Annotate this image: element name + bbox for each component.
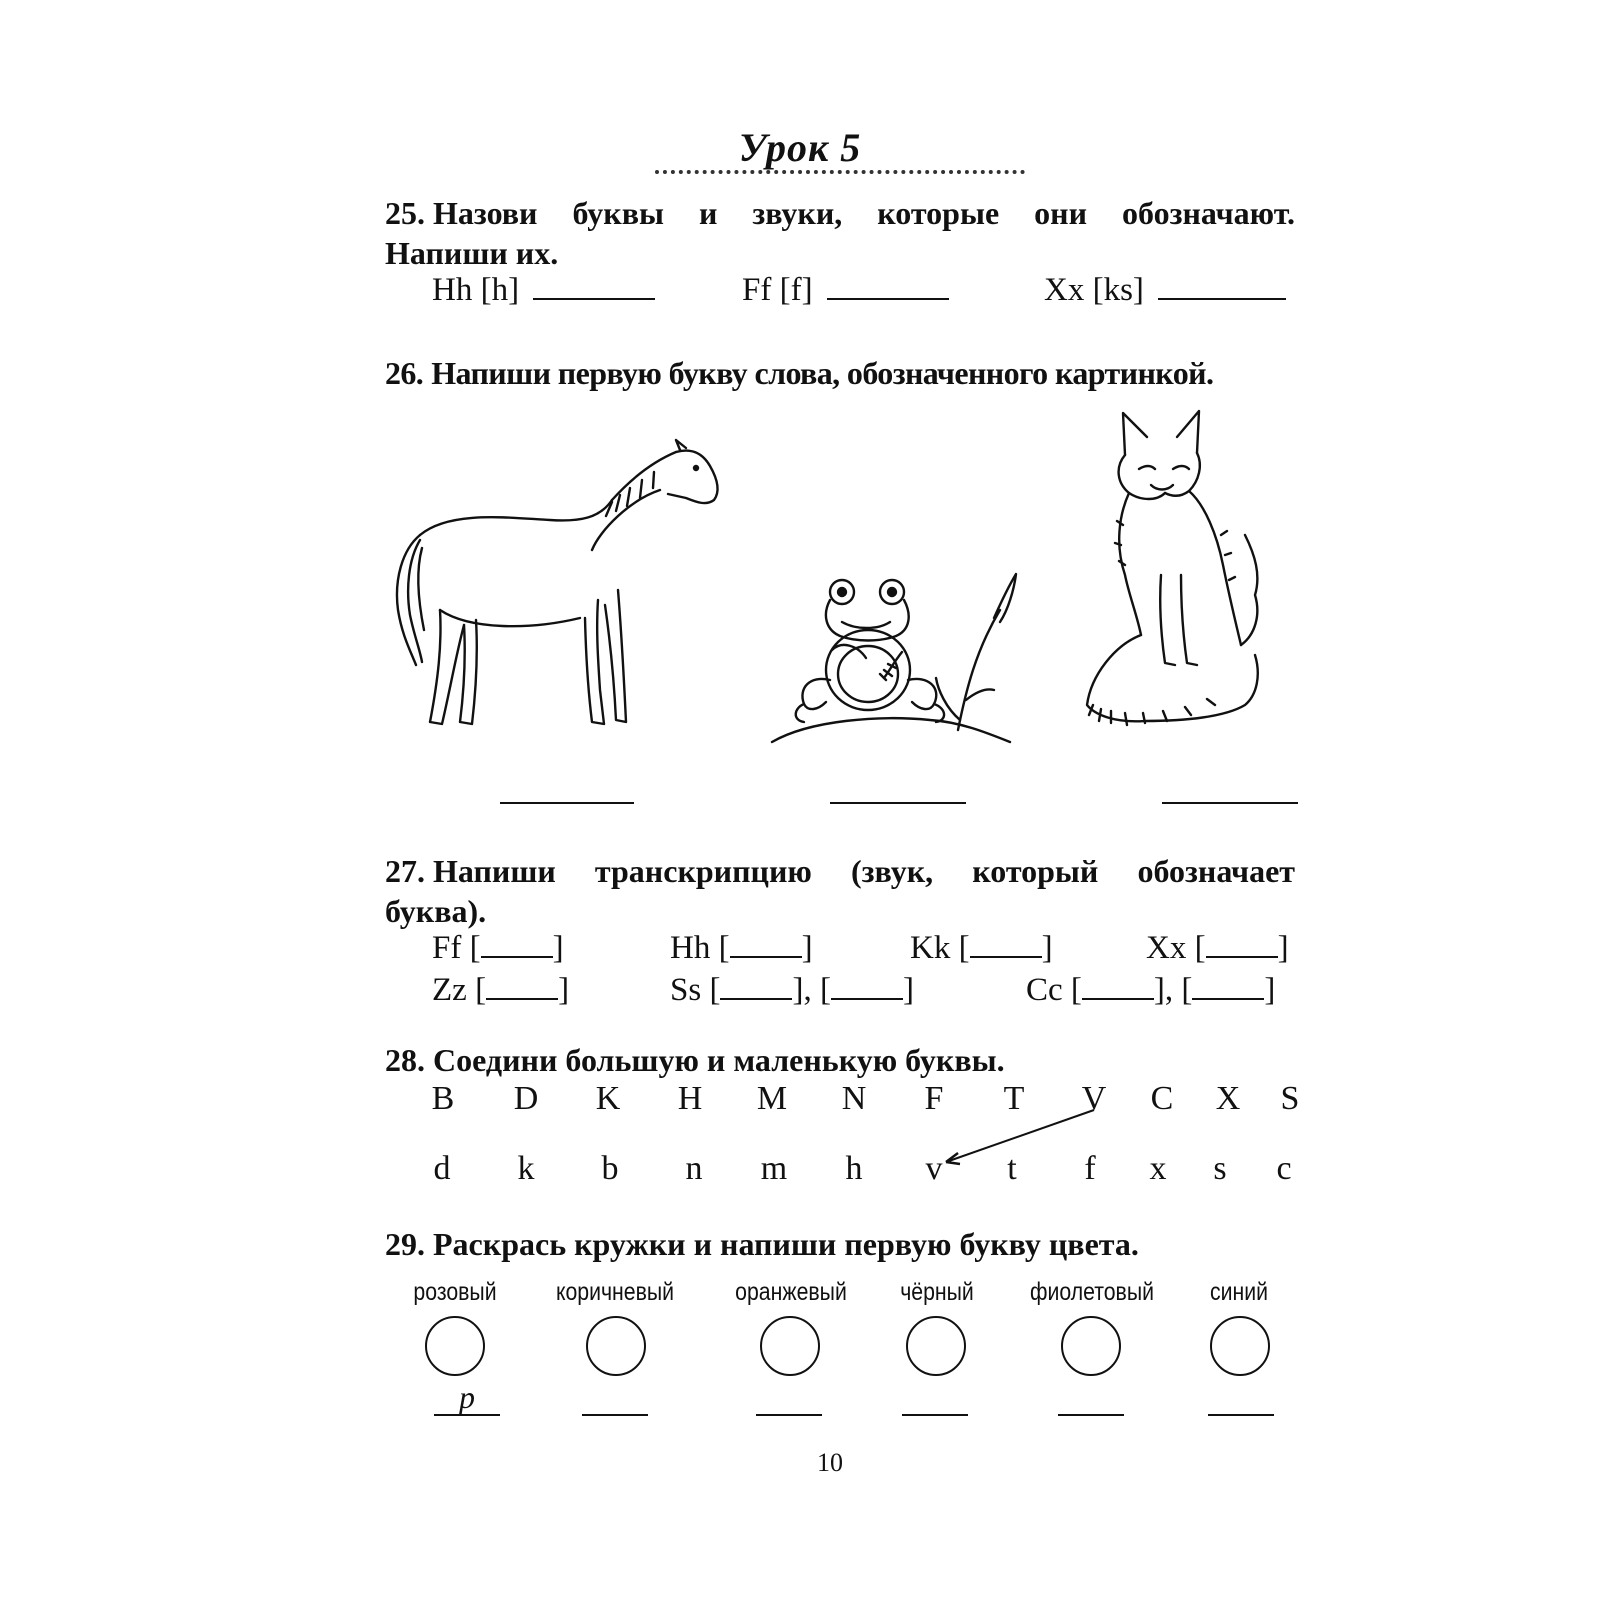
color-label-pink: розовый — [413, 1278, 497, 1306]
lowercase-letter[interactable]: d — [433, 1150, 451, 1187]
uppercase-letter[interactable]: B — [431, 1080, 455, 1117]
task-text: Назови буквы и звуки, которые они обозначают. — [433, 195, 1295, 231]
transcription-item: Xx [ ] — [1146, 930, 1289, 966]
color-answer-blue[interactable] — [1208, 1380, 1274, 1416]
task-text: Напиши первую букву слова, обозначенного картинкой. — [431, 355, 1214, 391]
lowercase-letter[interactable]: x — [1149, 1150, 1167, 1187]
task-text: Раскрась кружки и напиши первую букву цвета. — [433, 1226, 1139, 1262]
transcription-item: Hh [ ] — [670, 930, 813, 966]
uppercase-letter[interactable]: N — [841, 1080, 867, 1117]
uppercase-letter[interactable]: K — [595, 1080, 621, 1117]
lowercase-letter[interactable]: s — [1213, 1150, 1227, 1187]
lowercase-letter[interactable]: c — [1276, 1150, 1292, 1187]
color-answer-orange[interactable] — [756, 1380, 822, 1416]
task-text: Соедини большую и маленькую буквы. — [433, 1042, 1005, 1078]
lowercase-letter[interactable]: t — [1007, 1150, 1017, 1187]
uppercase-letter[interactable]: C — [1150, 1080, 1174, 1117]
task-25-item: Xx [ks] — [1044, 272, 1286, 309]
uppercase-letter[interactable]: H — [677, 1080, 703, 1117]
color-circle-black[interactable] — [906, 1316, 966, 1376]
task-number: 29. — [385, 1226, 425, 1262]
uppercase-letter[interactable]: T — [1003, 1080, 1025, 1117]
task-number: 26. — [385, 355, 424, 391]
uppercase-letter[interactable]: X — [1215, 1080, 1241, 1117]
task-number: 28. — [385, 1042, 425, 1078]
lowercase-letter[interactable]: n — [685, 1150, 703, 1187]
transcription-item: Cc [ ], [ ] — [1026, 972, 1276, 1008]
lowercase-letter[interactable]: k — [517, 1150, 535, 1187]
color-label-orange: оранжевый — [735, 1278, 847, 1306]
color-circle-pink[interactable] — [425, 1316, 485, 1376]
task-text: буква). — [385, 893, 487, 929]
transcription-item: Zz [ ] — [432, 972, 570, 1008]
task-text: Напиши транскрипцию (звук, который обозначает — [433, 853, 1295, 889]
lowercase-letter[interactable]: b — [601, 1150, 619, 1187]
uppercase-letter[interactable]: S — [1280, 1080, 1300, 1117]
color-circle-brown[interactable] — [586, 1316, 646, 1376]
task-25-item: Ff [f] — [742, 272, 949, 309]
color-circle-blue[interactable] — [1210, 1316, 1270, 1376]
task-25-item: Hh [h] — [432, 272, 655, 309]
color-circle-violet[interactable] — [1061, 1316, 1121, 1376]
color-answer-black[interactable] — [902, 1380, 968, 1416]
lowercase-letter[interactable]: h — [845, 1150, 863, 1187]
task-text: Напиши их. — [385, 235, 559, 271]
color-circle-orange[interactable] — [760, 1316, 820, 1376]
task-number: 27. — [385, 853, 425, 889]
color-label-black: чёрный — [900, 1278, 974, 1306]
uppercase-letter[interactable]: F — [924, 1080, 944, 1117]
color-answer-brown[interactable] — [582, 1380, 648, 1416]
color-label-blue: синий — [1210, 1278, 1268, 1306]
color-answer-violet[interactable] — [1058, 1380, 1124, 1416]
color-answer-pink[interactable]: p — [434, 1380, 500, 1416]
lowercase-letter[interactable]: f — [1084, 1150, 1096, 1187]
transcription-item: Ff [ ] — [432, 930, 564, 966]
transcription-item: Ss [ ], [ ] — [670, 972, 914, 1008]
lowercase-letter[interactable]: m — [760, 1150, 788, 1187]
uppercase-letter[interactable]: D — [513, 1080, 539, 1117]
color-label-brown: коричневый — [555, 1278, 675, 1306]
lowercase-letter[interactable]: v — [925, 1150, 943, 1187]
transcription-item: Kk [ ] — [910, 930, 1053, 966]
task-number: 25. — [385, 195, 425, 231]
lesson-title: Урок 5 — [738, 125, 862, 170]
color-label-violet: фиолетовый — [1030, 1278, 1154, 1306]
uppercase-letter[interactable]: M — [756, 1080, 788, 1117]
task-29-heading — [385, 1224, 1295, 1264]
page-number: 10 — [817, 1448, 843, 1477]
uppercase-letter[interactable]: V — [1081, 1080, 1107, 1117]
